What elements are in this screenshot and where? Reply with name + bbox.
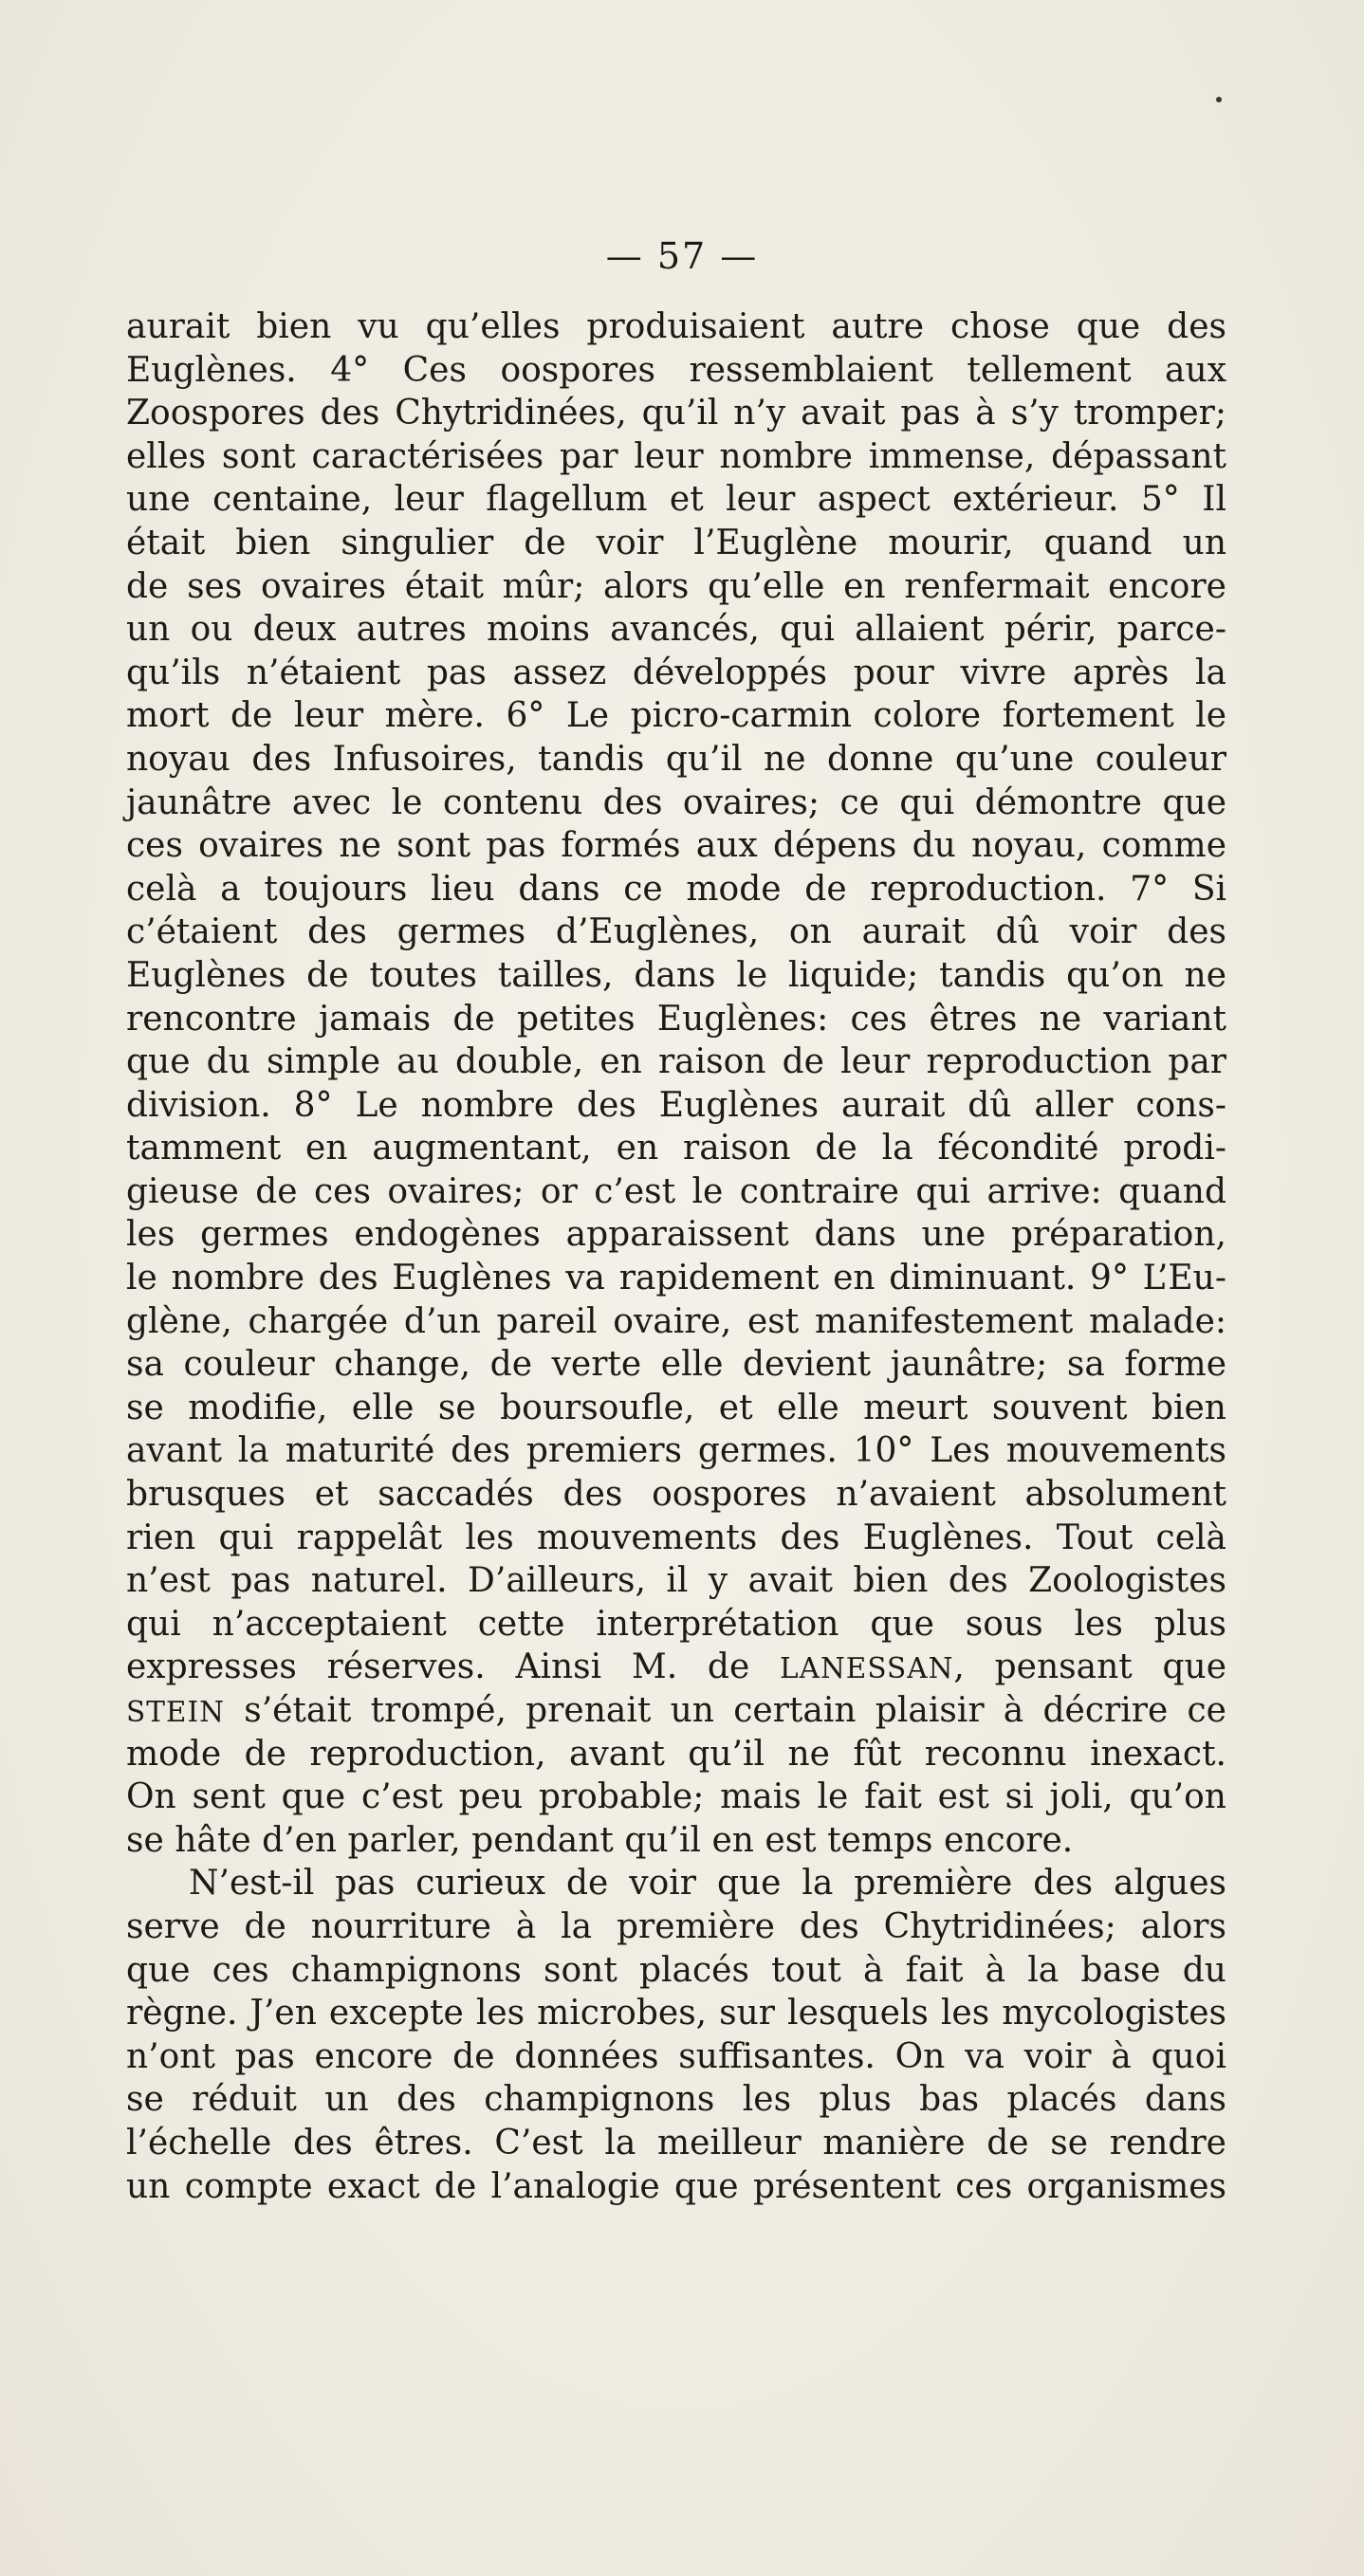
text-line: tamment en augmentant, en raison de la fécondité prodi- (126, 1129, 1226, 1168)
page-number: — 57 — (605, 235, 759, 277)
text-line: mort de leur mère. 6° Le picro-carmin colore fortement le (126, 696, 1226, 736)
text-line: que du simple au double, en raison de leur reproduction par (126, 1042, 1226, 1082)
text-line: glène, chargée d’un pareil ovaire, est manifestement malade: (126, 1301, 1226, 1341)
text-line: règne. J’en excepte les microbes, sur lesquels les mycologistes (126, 1994, 1226, 2033)
text-line: aurait bien vu qu’elles produisaient autre chose que des (126, 307, 1226, 346)
body-text (126, 305, 1226, 2208)
text-line: se réduit un des champignons les plus bas placés dans (126, 2080, 1226, 2120)
text-line: Zoospores des Chytridinées, qu’il n’y avait pas à s’y tromper; (126, 394, 1226, 433)
text-line: le nombre des Euglènes va rapidement en diminuant. 9° L’Eu- (126, 1259, 1226, 1298)
text-line: rien qui rappelât les mouvements des Euglènes. Tout celà (126, 1518, 1226, 1557)
text-line: serve de nourriture à la première des Chytridinées; alors (126, 1906, 1226, 1946)
text-line: un ou deux autres moins avancés, qui allaient périr, parce- (126, 610, 1226, 650)
text-line: c’étaient des germes d’Euglènes, on aurait dû voir des (126, 912, 1226, 952)
text-line: sa couleur change, de verte elle devient jaunâtre; sa forme (126, 1345, 1226, 1385)
text-line: rencontre jamais de petites Euglènes: ces êtres ne variant (126, 999, 1226, 1039)
text-line: une centaine, leur flagellum et leur aspect extérieur. 5° Il (126, 480, 1226, 520)
text-line: gieuse de ces ovaires; or c’est le contraire qui arrive: quand (126, 1171, 1226, 1211)
text-line: un compte exact de l’analogie que présentent ces organismes (126, 2166, 1226, 2206)
text-line: STEIN s’était trompé, prenait un certain plaisir à décrire ce (126, 1691, 1226, 1730)
ink-speck (1216, 97, 1222, 102)
text-line: Euglènes. 4° Ces oospores ressemblaient tellement aux (126, 350, 1226, 390)
text-line: se modifie, elle se boursoufle, et elle meurt souvent bien (126, 1388, 1226, 1427)
text-line: division. 8° Le nombre des Euglènes aurait dû aller cons- (126, 1085, 1226, 1125)
text-line: mode de reproduction, avant qu’il ne fût reconnu inexact. (126, 1734, 1226, 1774)
text-line: noyau des Infusoires, tandis qu’il ne donne qu’une couleur (126, 739, 1226, 779)
text-line: qu’ils n’étaient pas assez développés pour vivre après la (126, 653, 1226, 692)
text-line: n’est pas naturel. D’ailleurs, il y avait bien des Zoologistes (126, 1561, 1226, 1601)
text-line: de ses ovaires était mûr; alors qu’elle en renfermait encore (126, 566, 1226, 606)
text-line: expresses réserves. Ainsi M. de LANESSAN, pensant que (126, 1647, 1227, 1687)
text-line: Euglènes de toutes tailles, dans le liquide; tandis qu’on ne (126, 955, 1226, 995)
text-line: avant la maturité des premiers germes. 10° Les mouvements (126, 1431, 1226, 1471)
paragraph-1 (126, 305, 1226, 1862)
text-line: On sent que c’est peu probable; mais le fait est si joli, qu’on (126, 1777, 1226, 1817)
text-line: N’est-il pas curieux de voir que la première des algues (189, 1864, 1226, 1904)
text-line: se hâte d’en parler, pendant qu’il en est temps encore. (126, 1820, 1074, 1860)
text-line: était bien singulier de voir l’Euglène mourir, quand un (126, 523, 1226, 562)
text-line: qui n’acceptaient cette interprétation que sous les plus (126, 1604, 1226, 1644)
text-line: n’ont pas encore de données suffisantes. On va voir à quoi (126, 2036, 1226, 2076)
text-line: elles sont caractérisées par leur nombre immense, dépassant (126, 436, 1226, 476)
text-line: les germes endogènes apparaissent dans une préparation, (126, 1215, 1226, 1255)
text-line: ces ovaires ne sont pas formés aux dépens du noyau, comme (126, 826, 1226, 866)
text-line: celà a toujours lieu dans ce mode de reproduction. 7° Si (126, 869, 1226, 909)
text-line: jaunâtre avec le contenu des ovaires; ce qui démontre que (126, 782, 1226, 822)
paragraph-2 (126, 1862, 1226, 2208)
text-line: brusques et saccadés des oospores n’avaient absolument (126, 1475, 1226, 1515)
text-line: que ces champignons sont placés tout à fait à la base du (126, 1950, 1226, 1990)
text-line: l’échelle des êtres. C’est la meilleur manière de se rendre (126, 2123, 1226, 2162)
